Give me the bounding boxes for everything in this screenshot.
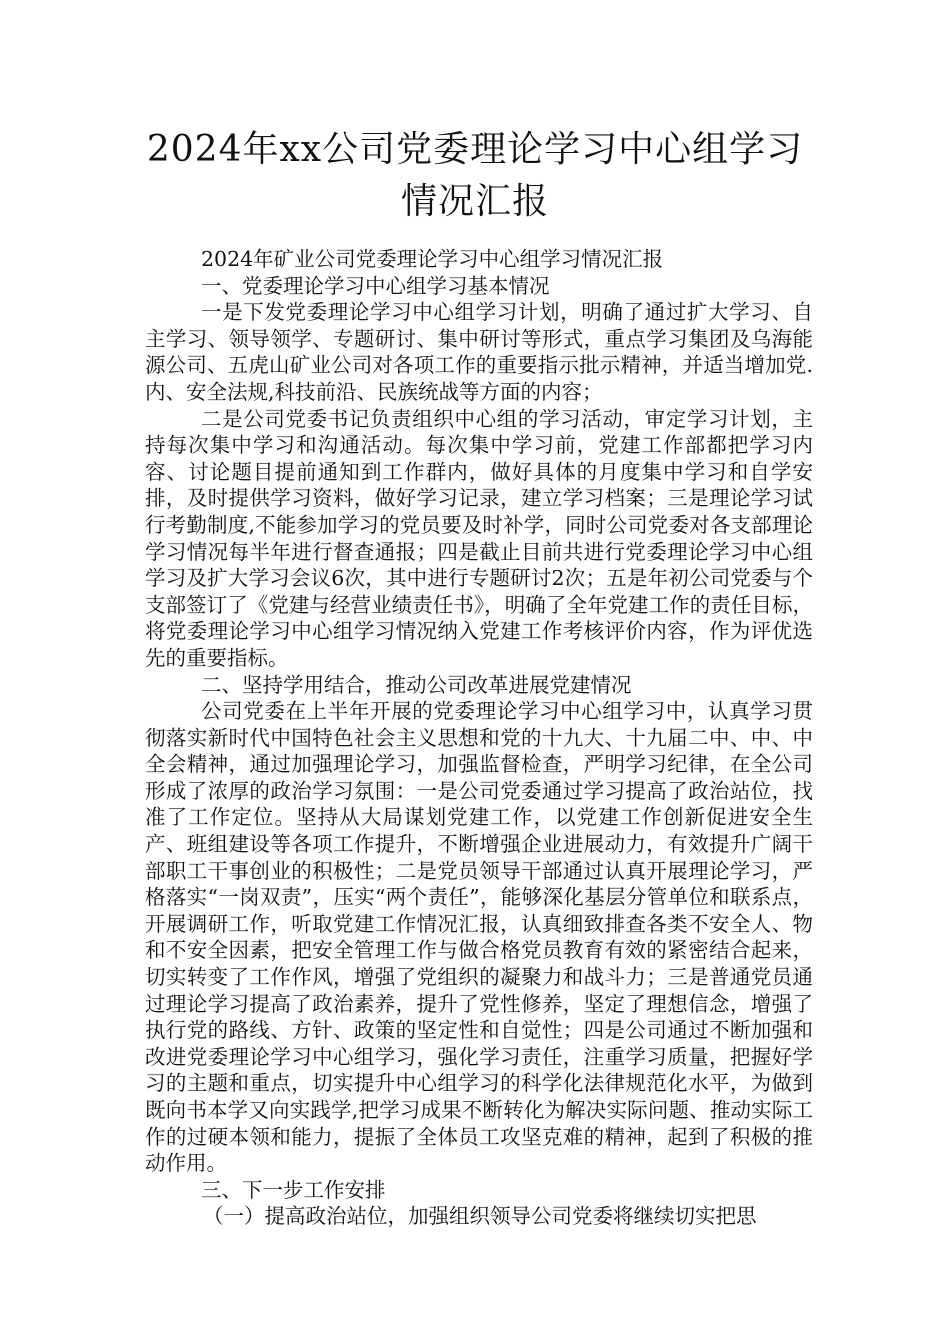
section-heading-3: 三、下一步工作安排 (201, 1177, 386, 1202)
document-body (145, 246, 813, 1230)
document-title: 2024年xx公司党委理论学习中心组学习情况汇报 (146, 129, 804, 222)
paragraph-4: （一）提高政治站位，加强组织领导公司党委将继续切实把思 (203, 1204, 757, 1229)
section-heading-2: 二、坚持学用结合，推动公司改革进展党建情况 (201, 672, 632, 697)
paragraph-3: 公司党委在上半年开展的党委理论学习中心组学习中，认真学习贯彻落实新时代中国特色社会主义思想和党的十九大、十九届二中、中、中全会精神，通过加强理论学习，加强监督检查，严明学习纪律，在全公司形成了浓厚的政治学习氛围：一是公司党委通过学习提高了政治站位，找准了工作定位。坚持从大局谋划党建工作，以党建工作创新促进安全生产、班组建设等各项工作提升，不断增强企业进展动力，有效提升广阔干部职工干事创业的积极性；二是党员领导干部通过认真开展理论学习，严格落实“一岗双责”，压实“两个责任”，能够深化基层分管单位和联系点，开展调研工作，听取党建工作情况汇报，认真细致排查各类不安全人、物和不安全因素，把安全管理工作与做合格党员教育有效的紧密结合起来，切实转变了工作作风，增强了党组织的凝聚力和战斗力；三是普通党员通过理论学习提高了政治素养，提升了党性修养，坚定了理想信念，增强了执行党的路线、方针、政策的坚定性和自觉性；四是公司通过不断加强和改进党委理论学习中心组学习，强化学习责任，注重学习质量，把握好学习的主题和重点，切实提升中心组学习的科学化法律规范化水平，为做到既向书本学又向实践学,把学习成果不断转化为解决实际问题、推动实际工作的过硬本领和能力，提振了全体员工攻坚克难的精神，起到了积极的推动作用。 (145, 699, 813, 1176)
section-heading-1: 一、党委理论学习中心组学习基本情况 (201, 273, 550, 298)
paragraph-2: 二是公司党委书记负责组织中心组的学习活动，审定学习计划，主持每次集中学习和沟通活动。每次集中学习前，党建工作部都把学习内容、讨论题目提前通知到工作群内，做好具体的月度集中学习和自学安排，及时提供学习资料，做好学习记录，建立学习档案；三是理论学习试行考勤制度,不能参加学习的党员要及时补学，同时公司党委对各支部理论学习情况每半年进行督查通报；四是截止目前共进行党委理论学习中心组学习及扩大学习会议6次，其中进行专题研讨2次；五是年初公司党委与个支部签订了《党建与经营业绩责任书》，明确了全年党建工作的责任目标，将党委理论学习中心组学习情况纳入党建工作考核评价内容，作为评优选先的重要指标。 (145, 406, 813, 670)
report-subtitle: 2024年矿业公司党委理论学习中心组学习情况汇报 (201, 247, 664, 271)
paragraph-1: 一是下发党委理论学习中心组学习计划，明确了通过扩大学习、自主学习、领导领学、专题研讨、集中研讨等形式，重点学习集团及乌海能源公司、五虎山矿业公司对各项工作的重要指示批示精神，并适当增加党.内、安全法规,科技前沿、民族统战等方面的内容； (145, 300, 813, 404)
